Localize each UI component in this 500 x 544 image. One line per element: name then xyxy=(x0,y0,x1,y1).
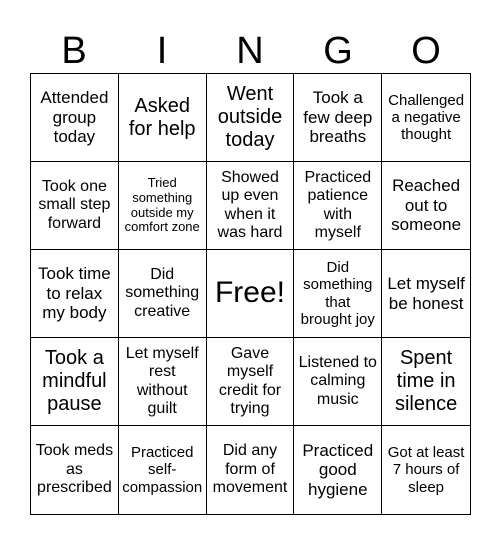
bingo-cell[interactable]: Practiced self-compassion xyxy=(119,426,207,514)
bingo-cell[interactable]: Took a few deep breaths xyxy=(294,74,382,162)
bingo-cell[interactable]: Let myself be honest xyxy=(382,250,470,338)
bingo-cell[interactable]: Practiced patience with myself xyxy=(294,162,382,250)
bingo-grid xyxy=(30,73,471,515)
bingo-cell[interactable]: Did something that brought joy xyxy=(294,250,382,338)
header-letter-n: N xyxy=(236,30,264,72)
header-letter-g: G xyxy=(323,30,353,72)
bingo-cell[interactable]: Challenged a negative thought xyxy=(382,74,470,162)
bingo-cell[interactable]: Took meds as prescribed xyxy=(31,426,119,514)
bingo-header xyxy=(30,30,470,72)
bingo-cell[interactable]: Attended group today xyxy=(31,74,119,162)
bingo-cell[interactable]: Tried something outside my comfort zone xyxy=(119,162,207,250)
bingo-cell[interactable]: Took a mindful pause xyxy=(31,338,119,426)
bingo-cell[interactable]: Took one small step forward xyxy=(31,162,119,250)
bingo-cell[interactable]: Went outside today xyxy=(207,74,295,162)
bingo-cell[interactable]: Asked for help xyxy=(119,74,207,162)
free-space-cell[interactable]: Free! xyxy=(207,250,295,338)
bingo-cell[interactable]: Let myself rest without guilt xyxy=(119,338,207,426)
header-letter-b: B xyxy=(61,30,87,72)
bingo-cell[interactable]: Practiced good hygiene xyxy=(294,426,382,514)
bingo-cell[interactable]: Did any form of movement xyxy=(207,426,295,514)
bingo-cell[interactable]: Listened to calming music xyxy=(294,338,382,426)
bingo-cell[interactable]: Gave myself credit for trying xyxy=(207,338,295,426)
header-letter-o: O xyxy=(411,30,441,72)
bingo-cell[interactable]: Reached out to someone xyxy=(382,162,470,250)
bingo-cell[interactable]: Showed up even when it was hard xyxy=(207,162,295,250)
bingo-cell[interactable]: Spent time in silence xyxy=(382,338,470,426)
bingo-cell[interactable]: Did something creative xyxy=(119,250,207,338)
bingo-cell[interactable]: Took time to relax my body xyxy=(31,250,119,338)
header-letter-i: I xyxy=(156,30,168,72)
bingo-cell[interactable]: Got at least 7 hours of sleep xyxy=(387,444,465,496)
